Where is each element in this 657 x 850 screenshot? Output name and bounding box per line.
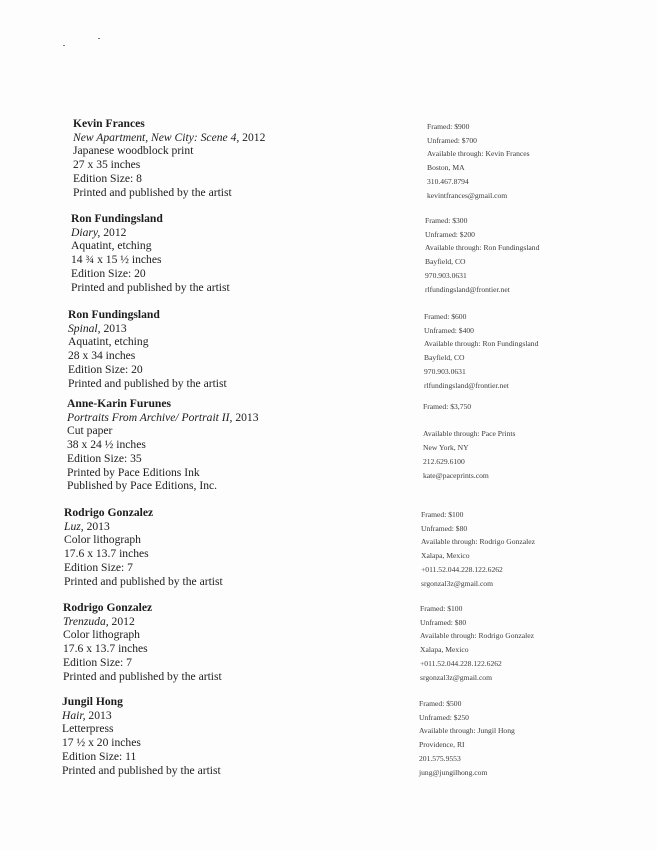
- artwork-entry: [68, 308, 227, 390]
- title-line: [71, 226, 230, 240]
- printer-info: Printed by Pace Editions Ink: [67, 465, 200, 479]
- available-through: Available through: Kevin Frances: [427, 149, 530, 159]
- artwork-title: Luz,: [64, 519, 84, 533]
- pricing-availability: [423, 400, 515, 482]
- artwork-entry: [63, 601, 222, 683]
- scan-speck: [98, 38, 100, 39]
- edition-size: Edition Size: 20: [71, 266, 146, 280]
- framed-price: Framed: $900: [427, 122, 470, 131]
- pricing-availability: [420, 602, 534, 684]
- dimensions: 28 x 34 inches: [68, 349, 136, 363]
- location: Providence, RI: [419, 740, 465, 750]
- phone: +011.52.044.228.122.6262: [420, 658, 502, 668]
- pricing-availability: [421, 508, 535, 590]
- unframed-price: Unframed: $250: [419, 712, 469, 722]
- unframed-price: Unframed: $80: [420, 617, 467, 627]
- title-line: [63, 615, 222, 629]
- printer-info: Printed and published by the artist: [62, 763, 221, 777]
- dimensions: 14 ¾ x 15 ½ inches: [71, 253, 162, 267]
- unframed-price: Unframed: $80: [421, 523, 468, 533]
- artist-name: Rodrigo Gonzalez: [63, 601, 153, 614]
- medium: Aquatint, etching: [68, 335, 149, 349]
- location: Bayfield, CO: [424, 353, 465, 363]
- phone: 970.903.0631: [425, 270, 467, 280]
- artwork-year: 2013: [88, 708, 112, 722]
- location: Bayfield, CO: [425, 257, 466, 267]
- title-line: [73, 131, 265, 145]
- printer-info: Printed and published by the artist: [68, 376, 227, 390]
- location: New York, NY: [423, 443, 469, 453]
- artist-name: Anne-Karin Furunes: [67, 397, 172, 410]
- medium: Aquatint, etching: [71, 239, 152, 253]
- unframed-price: Unframed: $200: [425, 229, 475, 239]
- location: Xalapa, Mexico: [420, 645, 469, 655]
- artwork-title: Diary,: [71, 225, 101, 239]
- edition-size: Edition Size: 7: [64, 560, 133, 574]
- artwork-entry: [67, 397, 259, 493]
- dimensions: 17 ½ x 20 inches: [62, 736, 141, 750]
- available-through: Available through: Rodrigo Gonzalez: [421, 537, 535, 547]
- spacer: [423, 414, 515, 428]
- title-line: [68, 322, 227, 336]
- phone: 970.903.0631: [424, 366, 466, 376]
- title-line: [62, 709, 221, 723]
- artist-name: Jungil Hong: [62, 695, 123, 708]
- phone: +011.52.044.228.122.6262: [421, 564, 503, 574]
- artwork-entry: [62, 695, 221, 777]
- framed-price: Framed: $300: [425, 216, 468, 225]
- phone: 310.467.8794: [427, 176, 469, 186]
- medium: Color lithograph: [63, 628, 140, 642]
- framed-price: Framed: $100: [421, 510, 464, 519]
- location: Boston, MA: [427, 163, 465, 173]
- email: rlfundingsland@frontier.net: [425, 284, 510, 294]
- title-line: [67, 411, 259, 425]
- dimensions: 17.6 x 13.7 inches: [63, 642, 148, 656]
- printer-info: Printed and published by the artist: [73, 185, 232, 199]
- artwork-entry: [71, 212, 230, 294]
- framed-price: Framed: $600: [424, 312, 467, 321]
- artist-name: Kevin Frances: [73, 117, 145, 130]
- edition-size: Edition Size: 35: [67, 451, 142, 465]
- artist-name: Ron Fundingsland: [68, 308, 160, 321]
- available-through: Available through: Jungil Hong: [419, 726, 515, 736]
- unframed-price: Unframed: $400: [424, 325, 474, 335]
- artwork-entry: [64, 506, 223, 588]
- dimensions: 38 x 24 ½ inches: [67, 438, 146, 452]
- dimensions: 17.6 x 13.7 inches: [64, 547, 149, 561]
- publisher-info: Published by Pace Editions, Inc.: [67, 479, 218, 493]
- medium: Letterpress: [62, 722, 114, 736]
- pricing-availability: [419, 697, 515, 779]
- artwork-year: 2012: [111, 614, 135, 628]
- available-through: Available through: Ron Fundingsland: [424, 339, 539, 349]
- dimensions: 27 x 35 inches: [73, 158, 141, 172]
- artwork-title: New Apartment, New City: Scene 4,: [73, 130, 240, 144]
- email: kate@paceprints.com: [423, 470, 489, 480]
- pricing-availability: [425, 214, 539, 296]
- phone: 212.629.6100: [423, 456, 465, 466]
- medium: Japanese woodblock print: [73, 144, 194, 158]
- artwork-title: Hair,: [62, 708, 86, 722]
- edition-size: Edition Size: 8: [73, 171, 142, 185]
- edition-size: Edition Size: 11: [62, 749, 137, 763]
- email: kevintfrances@gmail.com: [427, 190, 508, 200]
- phone: 201.575.9553: [419, 753, 461, 763]
- framed-price: Framed: $500: [419, 699, 462, 708]
- medium: Cut paper: [67, 424, 113, 438]
- email: jung@jungilhong.com: [419, 767, 488, 777]
- email: srgonzal3z@gmail.com: [421, 578, 494, 588]
- location: Xalapa, Mexico: [421, 551, 470, 561]
- available-through: Available through: Pace Prints: [423, 429, 516, 439]
- artwork-year: 2013: [235, 410, 259, 424]
- artwork-entry: [73, 117, 265, 199]
- scan-speck: [63, 45, 65, 46]
- email: rlfundingsland@frontier.net: [424, 380, 509, 390]
- artist-name: Rodrigo Gonzalez: [64, 506, 154, 519]
- medium: Color lithograph: [64, 533, 141, 547]
- available-through: Available through: Ron Fundingsland: [425, 243, 540, 253]
- edition-size: Edition Size: 20: [68, 362, 143, 376]
- artwork-year: 2013: [103, 321, 127, 335]
- artwork-title: Portraits From Archive/ Portrait II,: [67, 410, 233, 424]
- available-through: Available through: Rodrigo Gonzalez: [420, 631, 534, 641]
- printer-info: Printed and published by the artist: [71, 280, 230, 294]
- artwork-title: Spinal,: [68, 321, 101, 335]
- unframed-price: Unframed: $700: [427, 135, 477, 145]
- artist-name: Ron Fundingsland: [71, 212, 163, 225]
- printer-info: Printed and published by the artist: [63, 669, 222, 683]
- framed-price: Framed: $3,750: [423, 402, 472, 411]
- artwork-year: 2012: [242, 130, 266, 144]
- framed-price: Framed: $100: [420, 604, 463, 613]
- artwork-year: 2013: [86, 519, 110, 533]
- pricing-availability: [427, 120, 530, 202]
- title-line: [64, 520, 223, 534]
- edition-size: Edition Size: 7: [63, 655, 132, 669]
- artwork-title: Trenzuda,: [63, 614, 109, 628]
- pricing-availability: [424, 310, 538, 392]
- printer-info: Printed and published by the artist: [64, 574, 223, 588]
- email: srgonzal3z@gmail.com: [420, 672, 493, 682]
- artwork-year: 2012: [103, 225, 127, 239]
